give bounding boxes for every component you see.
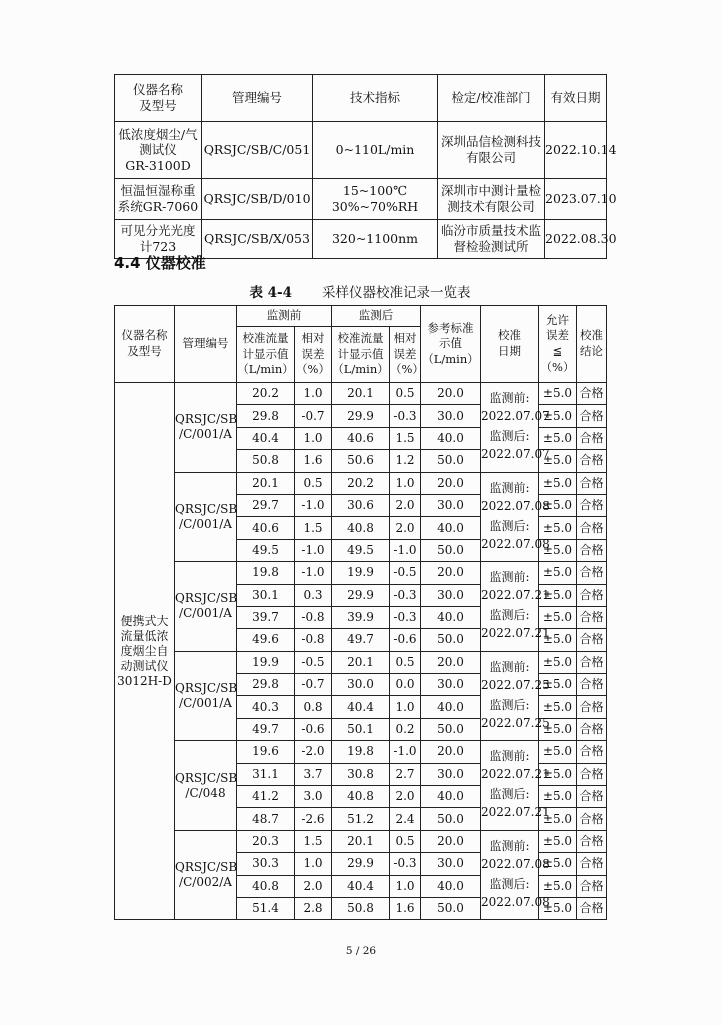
cell-res: 合格 bbox=[577, 651, 607, 673]
cell-ae: 0.2 bbox=[390, 718, 421, 740]
calibration-date-line: 监测后: bbox=[489, 697, 530, 712]
table1-cell-dept: 临汾市质量技术监 督检验测试所 bbox=[438, 220, 545, 259]
cell-ref: 20.0 bbox=[421, 741, 481, 763]
cell-allow: ±5.0 bbox=[539, 897, 577, 919]
cell-allow: ±5.0 bbox=[539, 696, 577, 718]
table1-header-dept: 检定/校准部门 bbox=[438, 75, 545, 122]
table1-cell-dept: 深圳品信检测科技 有限公司 bbox=[438, 122, 545, 179]
cell-af: 30.0 bbox=[332, 674, 390, 696]
cell-ref: 30.0 bbox=[421, 763, 481, 785]
management-id-cell: QRSJC/SB /C/001/A bbox=[175, 383, 237, 473]
cell-ae: 2.0 bbox=[390, 786, 421, 808]
calibration-table-body bbox=[115, 383, 607, 920]
table-row bbox=[115, 741, 607, 763]
cell-ae: 1.5 bbox=[390, 427, 421, 449]
cell-be: -0.6 bbox=[295, 718, 332, 740]
cell-ae: 0.5 bbox=[390, 383, 421, 405]
cell-res: 合格 bbox=[577, 584, 607, 606]
cell-af: 40.6 bbox=[332, 427, 390, 449]
cell-ref: 40.0 bbox=[421, 517, 481, 539]
cell-ae: 1.2 bbox=[390, 450, 421, 472]
cell-be: 1.5 bbox=[295, 830, 332, 852]
cell-be: 1.6 bbox=[295, 450, 332, 472]
table-row bbox=[115, 651, 607, 673]
cell-ae: 1.0 bbox=[390, 696, 421, 718]
cell-ae: -0.3 bbox=[390, 853, 421, 875]
cell-allow: ±5.0 bbox=[539, 427, 577, 449]
cell-res: 合格 bbox=[577, 718, 607, 740]
cell-bf: 49.7 bbox=[237, 718, 295, 740]
cell-ref: 50.0 bbox=[421, 808, 481, 830]
cell-af: 51.2 bbox=[332, 808, 390, 830]
cell-bf: 50.8 bbox=[237, 450, 295, 472]
calibration-date-line: 2022.07.07 bbox=[481, 447, 550, 461]
cell-be: -1.0 bbox=[295, 494, 332, 516]
cell-ref: 40.0 bbox=[421, 875, 481, 897]
cell-allow: ±5.0 bbox=[539, 539, 577, 561]
cell-ae: -0.3 bbox=[390, 405, 421, 427]
page-number: 5 / 26 bbox=[345, 945, 377, 957]
table1-header-spec: 技术指标 bbox=[313, 75, 438, 122]
cell-be: -0.7 bbox=[295, 405, 332, 427]
cell-be: 0.3 bbox=[295, 584, 332, 606]
cell-ref: 50.0 bbox=[421, 718, 481, 740]
cell-bf: 19.8 bbox=[237, 562, 295, 584]
cell-af: 30.6 bbox=[332, 494, 390, 516]
calibration-date-cell bbox=[481, 383, 550, 473]
cell-ae: 1.0 bbox=[390, 875, 421, 897]
instrument-verification-table bbox=[114, 74, 617, 259]
cell-af: 50.8 bbox=[332, 897, 390, 919]
cell-allow: ±5.0 bbox=[539, 629, 577, 651]
cell-af: 40.4 bbox=[332, 875, 390, 897]
cell-res: 合格 bbox=[577, 786, 607, 808]
cell-ref: 40.0 bbox=[421, 606, 481, 628]
cell-be: 3.0 bbox=[295, 786, 332, 808]
cell-ae: -0.6 bbox=[390, 629, 421, 651]
calibration-date-cell bbox=[481, 830, 550, 920]
cell-ref: 30.0 bbox=[421, 853, 481, 875]
cell-be: 3.7 bbox=[295, 763, 332, 785]
cell-bf: 40.8 bbox=[237, 875, 295, 897]
table1-cell-id: QRSJC/SB/C/051 bbox=[202, 122, 313, 179]
cell-ref: 50.0 bbox=[421, 450, 481, 472]
table-row bbox=[115, 383, 607, 405]
cell-res: 合格 bbox=[577, 741, 607, 763]
table2-header-row-1 bbox=[115, 306, 607, 327]
cell-ref: 40.0 bbox=[421, 696, 481, 718]
cell-ae: 2.4 bbox=[390, 808, 421, 830]
cell-bf: 49.6 bbox=[237, 629, 295, 651]
calibration-date-line: 监测后: bbox=[489, 518, 530, 533]
cell-bf: 31.1 bbox=[237, 763, 295, 785]
table2-header-ref: 参考标准 示值 （L/min） bbox=[421, 306, 481, 383]
cell-res: 合格 bbox=[577, 450, 607, 472]
table1-cell-date: 2022.08.30 bbox=[545, 220, 607, 259]
calibration-date-line: 2022.07.08 bbox=[481, 536, 550, 551]
cell-ref: 20.0 bbox=[421, 472, 481, 494]
cell-be: -0.5 bbox=[295, 651, 332, 673]
cell-res: 合格 bbox=[577, 629, 607, 651]
table1-cell-dept: 深圳市中测计量检 测技术有限公司 bbox=[438, 179, 545, 220]
table1-header-instrument: 仪器名称 及型号 bbox=[115, 75, 202, 122]
cell-be: 1.0 bbox=[295, 853, 332, 875]
cell-allow: ±5.0 bbox=[539, 763, 577, 785]
calibration-date-line: 监测前: bbox=[489, 838, 530, 853]
cell-res: 合格 bbox=[577, 517, 607, 539]
cell-ae: 0.5 bbox=[390, 651, 421, 673]
calibration-date-line: 监测后: bbox=[489, 876, 530, 891]
table-caption-title: 采样仪器校准记录一览表 bbox=[322, 285, 471, 301]
cell-ae: -1.0 bbox=[390, 539, 421, 561]
cell-allow: ±5.0 bbox=[539, 606, 577, 628]
cell-be: 0.8 bbox=[295, 696, 332, 718]
cell-af: 40.8 bbox=[332, 517, 390, 539]
cell-af: 19.8 bbox=[332, 741, 390, 763]
cell-bf: 30.3 bbox=[237, 853, 295, 875]
cell-af: 29.9 bbox=[332, 405, 390, 427]
cell-bf: 19.6 bbox=[237, 741, 295, 763]
cell-af: 20.1 bbox=[332, 383, 390, 405]
cell-res: 合格 bbox=[577, 383, 607, 405]
cell-res: 合格 bbox=[577, 808, 607, 830]
cell-be: 1.5 bbox=[295, 517, 332, 539]
cell-be: -1.0 bbox=[295, 562, 332, 584]
cell-allow: ±5.0 bbox=[539, 517, 577, 539]
management-id-cell: QRSJC/SB /C/002/A bbox=[175, 830, 237, 920]
cell-ae: -1.0 bbox=[390, 741, 421, 763]
cell-af: 29.9 bbox=[332, 853, 390, 875]
cell-ref: 50.0 bbox=[421, 539, 481, 561]
cell-res: 合格 bbox=[577, 539, 607, 561]
cell-be: -1.0 bbox=[295, 539, 332, 561]
cell-res: 合格 bbox=[577, 405, 607, 427]
calibration-date-line: 2022.07.25 bbox=[481, 677, 550, 692]
table2-header-allow: 允许 误差 ≦（%） bbox=[539, 306, 577, 383]
cell-af: 49.7 bbox=[332, 629, 390, 651]
calibration-date-line: 2022.07.08 bbox=[481, 498, 550, 513]
table-caption-number: 表 4-4 bbox=[249, 285, 293, 301]
cell-res: 合格 bbox=[577, 763, 607, 785]
cell-allow: ±5.0 bbox=[539, 584, 577, 606]
cell-af: 40.8 bbox=[332, 786, 390, 808]
cell-allow: ±5.0 bbox=[539, 450, 577, 472]
cell-be: 2.8 bbox=[295, 897, 332, 919]
table-row bbox=[115, 562, 607, 584]
table1-header-row bbox=[115, 75, 607, 122]
table1-cell-spec: 0~110L/min bbox=[313, 122, 438, 179]
calibration-date-cell bbox=[481, 651, 550, 741]
cell-be: -2.6 bbox=[295, 808, 332, 830]
calibration-date-cell bbox=[481, 562, 550, 652]
management-id-cell: QRSJC/SB /C/048 bbox=[175, 741, 237, 831]
cell-allow: ±5.0 bbox=[539, 472, 577, 494]
cell-ref: 50.0 bbox=[421, 629, 481, 651]
cell-be: -0.8 bbox=[295, 606, 332, 628]
table-caption bbox=[114, 281, 606, 301]
cell-bf: 29.8 bbox=[237, 674, 295, 696]
table1-cell-id: QRSJC/SB/X/053 bbox=[202, 220, 313, 259]
cell-be: -2.0 bbox=[295, 741, 332, 763]
cell-ae: 2.7 bbox=[390, 763, 421, 785]
cell-ref: 30.0 bbox=[421, 674, 481, 696]
table2-header-before-err: 相对 误差 （%） bbox=[295, 327, 332, 383]
table1-header-id: 管理编号 bbox=[202, 75, 313, 122]
management-id-cell: QRSJC/SB /C/001/A bbox=[175, 472, 237, 562]
cell-ae: -0.3 bbox=[390, 606, 421, 628]
cell-af: 19.9 bbox=[332, 562, 390, 584]
cell-af: 30.8 bbox=[332, 763, 390, 785]
cell-be: 1.0 bbox=[295, 383, 332, 405]
cell-allow: ±5.0 bbox=[539, 405, 577, 427]
cell-bf: 19.9 bbox=[237, 651, 295, 673]
cell-be: 1.0 bbox=[295, 427, 332, 449]
instrument-name-cell: 便携式大 流量低浓 度烟尘自 动测试仪 3012H-D bbox=[115, 383, 175, 920]
cell-ref: 40.0 bbox=[421, 786, 481, 808]
cell-ae: 1.6 bbox=[390, 897, 421, 919]
cell-res: 合格 bbox=[577, 875, 607, 897]
calibration-date-line: 2022.07.21 bbox=[481, 767, 550, 782]
table-row bbox=[115, 472, 607, 494]
cell-allow: ±5.0 bbox=[539, 651, 577, 673]
cell-bf: 40.3 bbox=[237, 696, 295, 718]
table2-header-id: 管理编号 bbox=[175, 306, 237, 383]
cell-bf: 49.5 bbox=[237, 539, 295, 561]
cell-af: 20.1 bbox=[332, 651, 390, 673]
table2-header-after-err: 相对 误差 （%） bbox=[390, 327, 421, 383]
calibration-date-line: 2022.07.07 bbox=[481, 409, 550, 423]
calibration-date-cell bbox=[481, 472, 550, 562]
cell-res: 合格 bbox=[577, 472, 607, 494]
table1-cell-name: 恒温恒湿称重 系统GR-7060 bbox=[115, 179, 202, 220]
cell-bf: 51.4 bbox=[237, 897, 295, 919]
cell-bf: 29.8 bbox=[237, 405, 295, 427]
cell-af: 20.1 bbox=[332, 830, 390, 852]
cell-allow: ±5.0 bbox=[539, 875, 577, 897]
cell-af: 39.9 bbox=[332, 606, 390, 628]
cell-bf: 39.7 bbox=[237, 606, 295, 628]
cell-bf: 48.7 bbox=[237, 808, 295, 830]
cell-be: -0.7 bbox=[295, 674, 332, 696]
cell-af: 50.6 bbox=[332, 450, 390, 472]
management-id-cell: QRSJC/SB /C/001/A bbox=[175, 651, 237, 741]
cell-bf: 20.2 bbox=[237, 383, 295, 405]
calibration-date-line: 2022.07.21 bbox=[481, 805, 550, 820]
cell-ref: 30.0 bbox=[421, 494, 481, 516]
cell-ref: 30.0 bbox=[421, 405, 481, 427]
cell-ref: 20.0 bbox=[421, 651, 481, 673]
cell-ae: -0.5 bbox=[390, 562, 421, 584]
cell-ref: 20.0 bbox=[421, 383, 481, 405]
calibration-date-line: 2022.07.21 bbox=[481, 588, 550, 603]
cell-ae: 2.0 bbox=[390, 494, 421, 516]
table1-cell-name: 可见分光光度 计723 bbox=[115, 220, 202, 259]
cell-be: 0.5 bbox=[295, 472, 332, 494]
cell-allow: ±5.0 bbox=[539, 562, 577, 584]
cell-af: 50.1 bbox=[332, 718, 390, 740]
management-id-cell: QRSJC/SB /C/001/A bbox=[175, 562, 237, 652]
table2-header-result: 校准 结论 bbox=[577, 306, 607, 383]
table2-header-before: 监测前 bbox=[237, 306, 332, 327]
cell-allow: ±5.0 bbox=[539, 674, 577, 696]
table2-header-after-flow: 校准流量 计显示值 （L/min） bbox=[332, 327, 390, 383]
cell-allow: ±5.0 bbox=[539, 383, 577, 405]
calibration-date-line: 监测前: bbox=[489, 659, 530, 674]
table2-header-date: 校准 日期 bbox=[481, 306, 539, 383]
cell-bf: 30.1 bbox=[237, 584, 295, 606]
calibration-date-cell bbox=[481, 741, 550, 831]
cell-allow: ±5.0 bbox=[539, 853, 577, 875]
cell-res: 合格 bbox=[577, 696, 607, 718]
cell-bf: 40.4 bbox=[237, 427, 295, 449]
table1-cell-date: 2022.10.14 bbox=[545, 122, 607, 179]
cell-af: 20.2 bbox=[332, 472, 390, 494]
cell-ae: 1.0 bbox=[390, 472, 421, 494]
cell-af: 49.5 bbox=[332, 539, 390, 561]
calibration-date-line: 2022.07.25 bbox=[481, 715, 550, 730]
calibration-date-line: 2022.07.08 bbox=[481, 856, 550, 871]
table2-header-before-flow: 校准流量 计显示值 （L/min） bbox=[237, 327, 295, 383]
table-row bbox=[115, 179, 607, 220]
cell-ae: -0.3 bbox=[390, 584, 421, 606]
cell-res: 合格 bbox=[577, 853, 607, 875]
cell-ae: 2.0 bbox=[390, 517, 421, 539]
table1-cell-id: QRSJC/SB/D/010 bbox=[202, 179, 313, 220]
table1-cell-name: 低浓度烟尘/气 测试仪 GR-3100D bbox=[115, 122, 202, 179]
cell-af: 40.4 bbox=[332, 696, 390, 718]
cell-bf: 41.2 bbox=[237, 786, 295, 808]
calibration-date-line: 监测后: bbox=[489, 787, 530, 802]
cell-res: 合格 bbox=[577, 494, 607, 516]
cell-bf: 40.6 bbox=[237, 517, 295, 539]
calibration-date-line: 监测后: bbox=[489, 429, 530, 443]
cell-ae: 0.0 bbox=[390, 674, 421, 696]
table-row bbox=[115, 830, 607, 852]
table1-cell-spec: 15~100℃ 30%~70%RH bbox=[313, 179, 438, 220]
section-title: 4.4 仪器校准 bbox=[114, 254, 206, 272]
cell-bf: 29.7 bbox=[237, 494, 295, 516]
calibration-date-line: 监测前: bbox=[489, 480, 530, 495]
calibration-date-line: 2022.07.21 bbox=[481, 626, 550, 641]
cell-bf: 20.3 bbox=[237, 830, 295, 852]
cell-allow: ±5.0 bbox=[539, 786, 577, 808]
table2-header-instrument: 仪器名称 及型号 bbox=[115, 306, 175, 383]
cell-ae: 0.5 bbox=[390, 830, 421, 852]
table-row bbox=[115, 122, 607, 179]
calibration-date-line: 监测前: bbox=[489, 749, 530, 764]
cell-ref: 40.0 bbox=[421, 427, 481, 449]
cell-allow: ±5.0 bbox=[539, 808, 577, 830]
cell-ref: 20.0 bbox=[421, 562, 481, 584]
table1-cell-date: 2023.07.10 bbox=[545, 179, 607, 220]
cell-ref: 30.0 bbox=[421, 584, 481, 606]
calibration-date-line: 监测后: bbox=[489, 608, 530, 623]
cell-allow: ±5.0 bbox=[539, 830, 577, 852]
cell-allow: ±5.0 bbox=[539, 718, 577, 740]
cell-bf: 20.1 bbox=[237, 472, 295, 494]
calibration-record-table bbox=[114, 305, 607, 920]
cell-res: 合格 bbox=[577, 897, 607, 919]
calibration-date-line: 监测前: bbox=[489, 570, 530, 585]
table1-header-date: 有效日期 bbox=[545, 75, 607, 122]
cell-res: 合格 bbox=[577, 427, 607, 449]
table2-header-after: 监测后 bbox=[332, 306, 421, 327]
cell-res: 合格 bbox=[577, 606, 607, 628]
calibration-date-line: 2022.07.08 bbox=[481, 894, 550, 909]
calibration-date-line: 监测前: bbox=[489, 391, 530, 405]
cell-res: 合格 bbox=[577, 674, 607, 696]
cell-be: -0.8 bbox=[295, 629, 332, 651]
cell-ref: 20.0 bbox=[421, 830, 481, 852]
cell-af: 29.9 bbox=[332, 584, 390, 606]
cell-res: 合格 bbox=[577, 830, 607, 852]
table1-cell-spec: 320~1100nm bbox=[313, 220, 438, 259]
cell-ref: 50.0 bbox=[421, 897, 481, 919]
cell-be: 2.0 bbox=[295, 875, 332, 897]
cell-res: 合格 bbox=[577, 562, 607, 584]
cell-allow: ±5.0 bbox=[539, 741, 577, 763]
cell-allow: ±5.0 bbox=[539, 494, 577, 516]
